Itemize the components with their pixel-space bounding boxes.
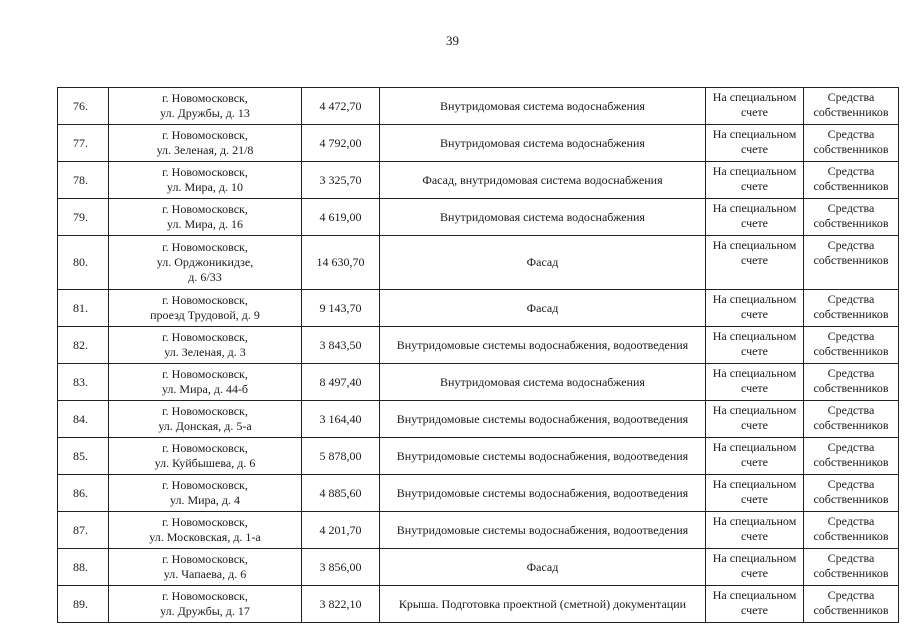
fund-method-line: счете bbox=[740, 381, 769, 395]
table-row bbox=[58, 199, 899, 236]
fund-source-cell bbox=[804, 438, 899, 475]
area-cell: 3 856,00 bbox=[302, 549, 380, 586]
fund-source-line: собственников bbox=[813, 418, 889, 432]
area-cell: 14 630,70 bbox=[302, 236, 380, 290]
page-number: 39 bbox=[446, 33, 459, 48]
address-line: ул. Мира, д. 16 bbox=[167, 217, 243, 231]
fund-source-cell bbox=[804, 549, 899, 586]
fund-method-line: На специальном bbox=[712, 127, 797, 141]
row-number-cell: 86. bbox=[58, 475, 109, 512]
row-number-cell: 85. bbox=[58, 438, 109, 475]
work-type-cell: Фасад bbox=[380, 236, 706, 290]
area-cell: 4 472,70 bbox=[302, 88, 380, 125]
address-line: г. Новомосковск, bbox=[162, 515, 248, 529]
fund-method-line: На специальном bbox=[712, 292, 797, 306]
table-row bbox=[58, 162, 899, 199]
work-type-cell: Внутридомовая система водоснабжения bbox=[380, 364, 706, 401]
address-line: г. Новомосковск, bbox=[162, 404, 248, 418]
fund-source-cell bbox=[804, 88, 899, 125]
fund-source-cell bbox=[804, 125, 899, 162]
fund-source-line: собственников bbox=[813, 253, 889, 267]
fund-method-line: На специальном bbox=[712, 440, 797, 454]
row-number-cell: 76. bbox=[58, 88, 109, 125]
fund-source-line: Средства bbox=[827, 366, 875, 380]
work-type-cell: Внутридомовая система водоснабжения bbox=[380, 88, 706, 125]
fund-method-line: На специальном bbox=[712, 164, 797, 178]
address-line: ул. Зеленая, д. 21/8 bbox=[156, 143, 254, 157]
fund-source-cell bbox=[804, 401, 899, 438]
fund-method-line: счете bbox=[740, 105, 769, 119]
fund-method-cell bbox=[706, 401, 804, 438]
row-number-cell: 80. bbox=[58, 236, 109, 290]
area-cell: 5 878,00 bbox=[302, 438, 380, 475]
fund-method-line: На специальном bbox=[712, 329, 797, 343]
fund-method-line: На специальном bbox=[712, 366, 797, 380]
table-row bbox=[58, 549, 899, 586]
fund-source-line: собственников bbox=[813, 179, 889, 193]
fund-source-cell bbox=[804, 512, 899, 549]
area-cell: 4 885,60 bbox=[302, 475, 380, 512]
address-line: ул. Дружбы, д. 17 bbox=[160, 604, 250, 618]
address-cell bbox=[109, 438, 302, 475]
address-line: ул. Донская, д. 5-а bbox=[158, 419, 252, 433]
address-line: г. Новомосковск, bbox=[162, 589, 248, 603]
work-type-cell: Фасад, внутридомовая система водоснабжения bbox=[380, 162, 706, 199]
fund-method-line: На специальном bbox=[712, 477, 797, 491]
registry-table-body bbox=[58, 88, 899, 623]
fund-method-line: счете bbox=[740, 418, 769, 432]
fund-method-line: На специальном bbox=[712, 588, 797, 602]
table-row bbox=[58, 438, 899, 475]
fund-source-cell bbox=[804, 290, 899, 327]
fund-source-line: собственников bbox=[813, 455, 889, 469]
fund-source-line: собственников bbox=[813, 216, 889, 230]
address-line: г. Новомосковск, bbox=[162, 128, 248, 142]
address-line: г. Новомосковск, bbox=[162, 552, 248, 566]
address-line: г. Новомосковск, bbox=[162, 293, 248, 307]
address-line: г. Новомосковск, bbox=[162, 330, 248, 344]
fund-source-cell bbox=[804, 475, 899, 512]
fund-method-line: счете bbox=[740, 307, 769, 321]
registry-table bbox=[57, 87, 899, 623]
area-cell: 4 201,70 bbox=[302, 512, 380, 549]
row-number-cell: 81. bbox=[58, 290, 109, 327]
fund-source-line: Средства bbox=[827, 90, 875, 104]
work-type-cell: Крыша. Подготовка проектной (сметной) документации bbox=[380, 586, 706, 623]
fund-method-cell bbox=[706, 364, 804, 401]
area-cell: 9 143,70 bbox=[302, 290, 380, 327]
fund-source-cell bbox=[804, 236, 899, 290]
fund-source-line: Средства bbox=[827, 329, 875, 343]
work-type-cell: Внутридомовая система водоснабжения bbox=[380, 125, 706, 162]
address-line: ул. Мира, д. 10 bbox=[167, 180, 243, 194]
fund-source-line: Средства bbox=[827, 164, 875, 178]
work-type-cell: Внутридомовые системы водоснабжения, водоотведения bbox=[380, 438, 706, 475]
fund-source-line: собственников bbox=[813, 307, 889, 321]
table-row bbox=[58, 512, 899, 549]
address-cell bbox=[109, 236, 302, 290]
fund-method-line: счете bbox=[740, 142, 769, 156]
fund-method-cell bbox=[706, 512, 804, 549]
fund-source-line: Средства bbox=[827, 127, 875, 141]
table-row bbox=[58, 88, 899, 125]
address-cell bbox=[109, 88, 302, 125]
fund-source-line: Средства bbox=[827, 292, 875, 306]
fund-source-cell bbox=[804, 199, 899, 236]
address-line: проезд Трудовой, д. 9 bbox=[150, 308, 260, 322]
fund-method-cell bbox=[706, 549, 804, 586]
fund-method-cell bbox=[706, 290, 804, 327]
table-row bbox=[58, 401, 899, 438]
address-cell bbox=[109, 199, 302, 236]
fund-source-line: Средства bbox=[827, 440, 875, 454]
row-number-cell: 88. bbox=[58, 549, 109, 586]
fund-method-line: счете bbox=[740, 566, 769, 580]
area-cell: 3 325,70 bbox=[302, 162, 380, 199]
address-line: г. Новомосковск, bbox=[162, 478, 248, 492]
area-cell: 3 164,40 bbox=[302, 401, 380, 438]
fund-method-line: На специальном bbox=[712, 514, 797, 528]
work-type-cell: Внутридомовые системы водоснабжения, водоотведения bbox=[380, 327, 706, 364]
address-line: г. Новомосковск, bbox=[162, 441, 248, 455]
fund-method-cell bbox=[706, 438, 804, 475]
fund-method-cell bbox=[706, 586, 804, 623]
fund-source-line: собственников bbox=[813, 566, 889, 580]
row-number-cell: 78. bbox=[58, 162, 109, 199]
row-number-cell: 82. bbox=[58, 327, 109, 364]
fund-source-line: Средства bbox=[827, 514, 875, 528]
fund-source-line: Средства bbox=[827, 588, 875, 602]
area-cell: 3 822,10 bbox=[302, 586, 380, 623]
row-number-cell: 84. bbox=[58, 401, 109, 438]
fund-method-line: счете bbox=[740, 603, 769, 617]
fund-method-cell bbox=[706, 199, 804, 236]
table-row bbox=[58, 125, 899, 162]
fund-method-cell bbox=[706, 162, 804, 199]
fund-method-cell bbox=[706, 236, 804, 290]
work-type-cell: Фасад bbox=[380, 290, 706, 327]
work-type-cell: Внутридомовая система водоснабжения bbox=[380, 199, 706, 236]
fund-source-line: собственников bbox=[813, 105, 889, 119]
table-row bbox=[58, 290, 899, 327]
table-row bbox=[58, 475, 899, 512]
fund-method-cell bbox=[706, 327, 804, 364]
fund-method-cell bbox=[706, 475, 804, 512]
table-row bbox=[58, 364, 899, 401]
fund-method-cell bbox=[706, 88, 804, 125]
table-row bbox=[58, 327, 899, 364]
address-line: ул. Чапаева, д. 6 bbox=[163, 567, 247, 581]
address-cell bbox=[109, 162, 302, 199]
address-line: г. Новомосковск, bbox=[162, 240, 248, 254]
area-cell: 4 619,00 bbox=[302, 199, 380, 236]
row-number-cell: 87. bbox=[58, 512, 109, 549]
address-line: д. 6/33 bbox=[188, 270, 222, 284]
row-number-cell: 79. bbox=[58, 199, 109, 236]
row-number-cell: 89. bbox=[58, 586, 109, 623]
fund-method-line: счете bbox=[740, 179, 769, 193]
fund-source-line: Средства bbox=[827, 238, 875, 252]
row-number-cell: 77. bbox=[58, 125, 109, 162]
address-line: ул. Куйбышева, д. 6 bbox=[154, 456, 256, 470]
fund-source-cell bbox=[804, 364, 899, 401]
table-row bbox=[58, 236, 899, 290]
address-line: г. Новомосковск, bbox=[162, 202, 248, 216]
fund-source-line: собственников bbox=[813, 603, 889, 617]
fund-method-line: На специальном bbox=[712, 201, 797, 215]
area-cell: 8 497,40 bbox=[302, 364, 380, 401]
address-line: ул. Зеленая, д. 3 bbox=[164, 345, 246, 359]
address-cell bbox=[109, 290, 302, 327]
fund-method-line: счете bbox=[740, 216, 769, 230]
area-cell: 3 843,50 bbox=[302, 327, 380, 364]
address-line: г. Новомосковск, bbox=[162, 91, 248, 105]
fund-method-line: счете bbox=[740, 253, 769, 267]
address-line: ул. Мира, д. 44-б bbox=[161, 382, 249, 396]
fund-method-line: счете bbox=[740, 344, 769, 358]
address-cell bbox=[109, 512, 302, 549]
address-line: г. Новомосковск, bbox=[162, 367, 248, 381]
work-type-cell: Фасад bbox=[380, 549, 706, 586]
address-cell bbox=[109, 586, 302, 623]
fund-method-line: счете bbox=[740, 455, 769, 469]
address-cell bbox=[109, 125, 302, 162]
fund-source-line: собственников bbox=[813, 142, 889, 156]
fund-source-line: Средства bbox=[827, 403, 875, 417]
row-number-cell: 83. bbox=[58, 364, 109, 401]
fund-method-line: На специальном bbox=[712, 403, 797, 417]
area-cell: 4 792,00 bbox=[302, 125, 380, 162]
fund-source-line: Средства bbox=[827, 201, 875, 215]
address-cell bbox=[109, 327, 302, 364]
address-cell bbox=[109, 364, 302, 401]
address-line: ул. Дружбы, д. 13 bbox=[160, 106, 250, 120]
fund-method-line: счете bbox=[740, 529, 769, 543]
address-cell bbox=[109, 549, 302, 586]
address-cell bbox=[109, 401, 302, 438]
fund-source-line: Средства bbox=[827, 551, 875, 565]
work-type-cell: Внутридомовые системы водоснабжения, водоотведения bbox=[380, 475, 706, 512]
address-line: ул. Орджоникидзе, bbox=[156, 255, 254, 269]
fund-method-line: счете bbox=[740, 492, 769, 506]
address-line: ул. Московская, д. 1-а bbox=[149, 530, 261, 544]
fund-source-line: собственников bbox=[813, 344, 889, 358]
fund-source-cell bbox=[804, 162, 899, 199]
fund-source-line: собственников bbox=[813, 381, 889, 395]
address-line: г. Новомосковск, bbox=[162, 165, 248, 179]
fund-source-line: собственников bbox=[813, 529, 889, 543]
fund-source-cell bbox=[804, 327, 899, 364]
fund-source-cell bbox=[804, 586, 899, 623]
work-type-cell: Внутридомовые системы водоснабжения, водоотведения bbox=[380, 401, 706, 438]
table-row bbox=[58, 586, 899, 623]
fund-method-line: На специальном bbox=[712, 551, 797, 565]
fund-method-cell bbox=[706, 125, 804, 162]
address-cell bbox=[109, 475, 302, 512]
address-line: ул. Мира, д. 4 bbox=[170, 493, 240, 507]
fund-source-line: собственников bbox=[813, 492, 889, 506]
work-type-cell: Внутридомовые системы водоснабжения, водоотведения bbox=[380, 512, 706, 549]
fund-method-line: На специальном bbox=[712, 238, 797, 252]
fund-source-line: Средства bbox=[827, 477, 875, 491]
fund-method-line: На специальном bbox=[712, 90, 797, 104]
